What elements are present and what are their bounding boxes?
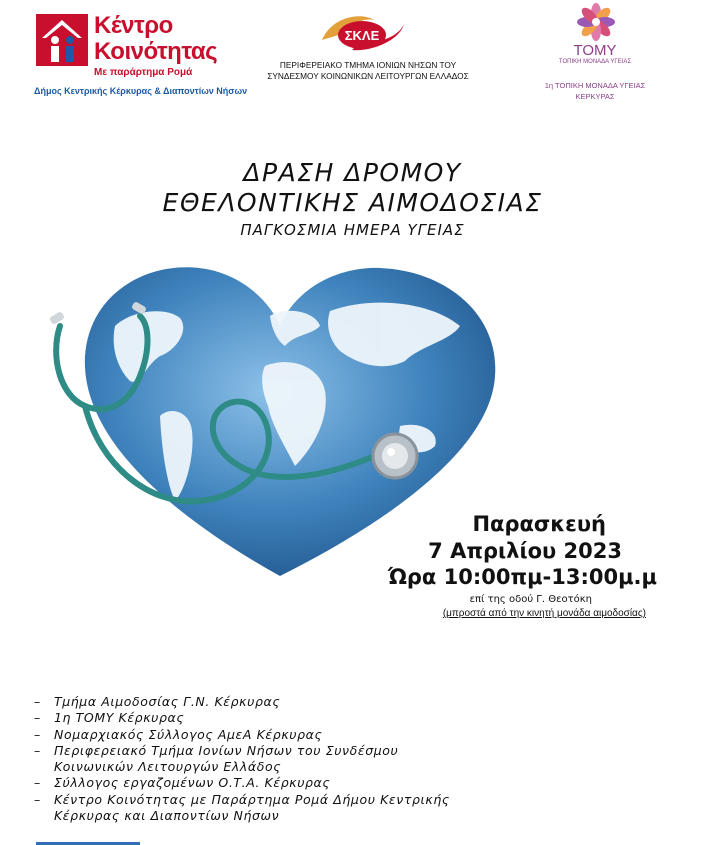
organizers-list (34, 694, 554, 824)
tomy-logo (540, 2, 650, 120)
skle-caption-line-1: ΠΕΡΙΦΕΡΕΙΑΚΟ ΤΜΗΜΑ ΙΟΝΙΩΝ ΝΗΣΩΝ ΤΟΥ (279, 60, 457, 70)
tomy-caption (534, 80, 656, 102)
poster-title-line-1: ΔΡΑΣΗ ΔΡΟΜΟΥ (243, 158, 462, 187)
list-item: – Τμήμα Αιμοδοσίας Γ.Ν. Κέρκυρας (34, 694, 554, 710)
stethoscope-chestpiece-icon (373, 434, 417, 478)
logo-tagline: Με παράρτημα Ρομά (94, 67, 193, 78)
event-time: Ώρα 10:00πμ-13:00μ.μ (388, 565, 657, 589)
event-date: 7 Απριλίου 2023 (428, 539, 622, 563)
house-people-icon (34, 8, 90, 68)
flower-icon (572, 2, 620, 42)
list-item: – Περιφερειακό Τμήμα Ιονίων Νήσων του Συνδέσμου Κοινωνικών Λειτουργών Ελλάδος (34, 743, 554, 776)
skle-emblem-icon (312, 10, 412, 58)
tomy-caption-line-2: ΚΕΡΚΥΡΑΣ (575, 92, 615, 101)
logo-line-1: Κέντρο (94, 12, 173, 39)
event-street: επί της οδού Γ. Θεοτόκη (469, 594, 592, 605)
tomy-caption-line-1: 1η ΤΟΠΙΚΗ ΜΟΝΑΔΑ ΥΓΕΙΑΣ (544, 81, 646, 90)
list-item: – Νομαρχιακός Σύλλογος ΑμεΑ Κέρκυρας (34, 727, 554, 743)
poster-title-line-2: ΕΘΕΛΟΝΤΙΚΗΣ ΑΙΜΟΔΟΣΙΑΣ (162, 188, 543, 217)
skle-emblem-text: ΣΚΛΕ (344, 28, 380, 43)
kentro-koinotitas-logo (34, 6, 248, 98)
list-item: – 1η ΤΟΜΥ Κέρκυρας (34, 710, 554, 726)
logo-municipality: Δήμος Κεντρικής Κέρκυρας & Διαποντίων Νήσων (34, 86, 248, 96)
list-item: – Κέντρο Κοινότητας με Παράρτημα Ρομά Δήμου Κεντρικής Κέρκυρας και Διαποντίων Νήσων (34, 792, 554, 825)
event-location-note: (μπροστά από την κινητή μονάδα αιμοδοσίας) (442, 608, 646, 619)
logo-line-2: Κοινότητας (94, 38, 218, 65)
skle-caption-line-2: ΣΥΝΔΕΣΜΟΥ ΚΟΙΝΩΝΙΚΩΝ ΛΕΙΤΟΥΡΓΩΝ ΕΛΛΑΔΟΣ (267, 71, 469, 81)
skle-logo (258, 10, 478, 90)
tomy-name: ΤΟΜΥ (573, 42, 617, 59)
poster-subtitle: ΠΑΓΚΟΣΜΙΑ ΗΜΕΡΑ ΥΓΕΙΑΣ (240, 221, 465, 239)
tomy-subtitle: ΤΟΠΙΚΗ ΜΟΝΑΔΑ ΥΓΕΙΑΣ (558, 59, 632, 65)
event-day: Παρασκευή (472, 512, 606, 536)
skle-caption (258, 60, 478, 82)
list-item: – Σύλλογος εργαζομένων Ο.Τ.Α. Κέρκυρας (34, 775, 554, 791)
heart-globe-stethoscope-illustration (40, 256, 510, 586)
